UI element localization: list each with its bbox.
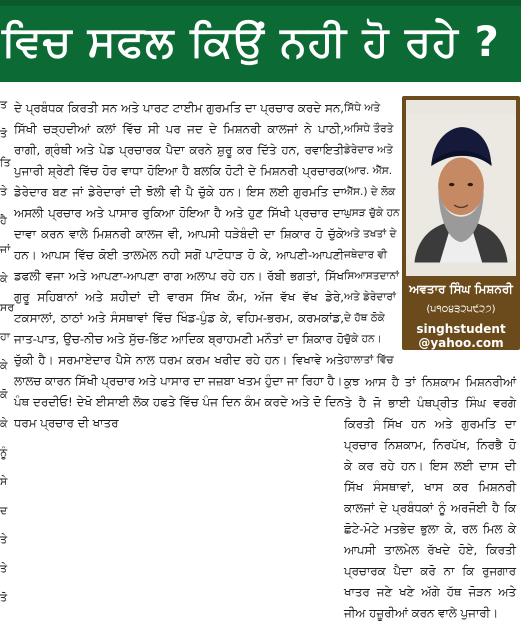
paragraph: ਪੰਥ ਦਰਦੀਓ! ਦੇਖੋ ਈਸਾਈ ਲੋਕ ਹਫਤੇ ਵਿੱਚ ਪੰਜ ਦਿਨ ਕੰਮ ਕਰਦੇ ਅਤੇ ਦੋ ਦਿਨ ਧਰਮ ਪ੍ਰਚਾਰ ਦੀ ਖਾਤਰ	[14, 395, 344, 430]
author-name: ਅਵਤਾਰ ਸਿੰਘ ਮਿਸ਼ਨਰੀ	[409, 282, 513, 296]
headline-banner	[0, 0, 521, 82]
paragraph: ਕੁਝ ਆਸ ਹੈ ਤਾਂ ਨਿਸ਼ਕਾਮ ਮਿਸ਼ਨਰੀਆਂ ਤੇ ਹੈ ਜੋ ਭਾਈ ਪੰਥਪ੍ਰੀਤ ਸਿੰਘ ਵਰਗੇ ਕਿਰਤੀ ਸਿੱਖ ਹਨ ਅਤੇ ਗੁਰਮਤਿ ਦਾ ਪ੍ਰਚਾਰ ਨਿਸ਼ਕਾਮ, ਨਿਰਪੱਖ, ਨਿਰਭੈ ਹੋ ਕੇ ਕਰ ਰਹੇ ਹਨ। ਇਸ ਲਈ ਦਾਸ ਦੀ ਸਿੱਖ ਸੰਸਥਾਵਾਂ, ਖਾਸ ਕਰ ਮਿਸ਼ਨਰੀ ਕਾਲਜਾਂ ਦੇ ਪ੍ਰਬੰਧਕਾਂ ਨੂੰ ਅਰਜੋਈ ਹੈ ਕਿ ਛੋਟੇ-ਮੋਟੇ ਮਤਭੇਦ ਭੁਲਾ ਕੇ, ਰਲ ਮਿਲ ਕੇ ਆਪਸੀ ਤਾਲਮੇਲ ਰੱਖਦੇ ਹੋਏ, ਕਿਰਤੀ ਪ੍ਰਚਾਰਕ ਪੈਦਾ ਕਰੋ ਨਾ ਕਿ ਰੁਜਗਾਰ ਖਾਤਰ ਜਣੇ ਖਣੇ ਅੱਗੇ ਹੱਥ ਜੋੜਨ ਅਤੇ ਜੀਅ ਹਜ਼ੂਰੀਆਂ ਕਰਨ ਵਾਲੇ ਪੁਜਾਰੀ।	[344, 375, 516, 620]
side-line: ਅਤੇ ਤਖਤਾਂ ਦੇ	[344, 228, 397, 240]
edge-fragment: ਹੈ	[0, 214, 7, 227]
side-line: ਦੇ ਹੱਥ ਠੋਕੇ	[344, 312, 385, 324]
edge-fragment: ਤੇ	[0, 185, 8, 198]
banner-edge	[0, 0, 521, 6]
side-line: ਐੱਸ.) ਦੇ ਲੋਕ	[344, 186, 396, 198]
edge-fragment: ਸਰ	[0, 301, 15, 314]
paragraph: ਦੇ ਪ੍ਰਬੰਧਕ ਕਿਰਤੀ ਸਨ ਅਤੇ ਪਾਰਟ ਟਾਈਮ ਗੁਰਮਤਿ ਦਾ ਪ੍ਰਚਾਰ ਕਰਦੇ ਸਨ, ਸਿੱਖੀ ਚੜ੍ਹਦੀਆਂ ਕਲਾਂ ਵਿੱਚ ਸੀ ਪਰ ਜਦ ਦੇ ਮਿਸ਼ਨਰੀ ਕਾਲਜਾਂ ਨੇ ਪਾਠੀ, ਰਾਗੀ, ਗ੍ਰੰਥੀ ਅਤੇ ਪੇਡ ਪ੍ਰਚਾਰਕ ਪੈਦਾ ਕਰਨੇ ਸ਼ੁਰੂ ਕਰ ਦਿੱਤੇ ਹਨ, ਰਵਾਇਤੀ ਪੁਜਾਰੀ ਸ਼੍ਰੇਣੀ ਵਿੱਚ ਹੋਰ ਵਾਧਾ ਹੋਇਆ ਹੈ ਬਲਕਿ ਹੋਟੀ ਦੇ ਮਿਸ਼ਨਰੀ ਪ੍ਰਚਾਰਕ ਡੇਰੇਦਾਰ ਬਣ ਜਾਂ ਡੇਰੇਦਾਰਾਂ ਦੀ ਝੋਲੀ ਵੀ ਪੈ ਚੁੱਕੇ ਹਨ। ਇਸ ਲਈ ਗੁਰਮਤਿ ਦਾ ਅਸਲੀ ਪ੍ਰਚਾਰ ਅਤੇ ਪਾਸਾਰ ਰੁਕਿਆ ਹੋਇਆ ਹੈ ਅਤੇ ਹੁਣ ਸਿੱਖੀ ਪ੍ਰਚਾਰ ਦਾ ਦਾਵਾ ਕਰਨ ਵਾਲੇ ਮਿਸ਼ਨਰੀ ਕਾਲਜ ਵੀ, ਆਪਸੀ ਧੜੇਬੰਦੀ ਦਾ ਸ਼ਿਕਾਰ ਹੋ ਚੁੱਕੇ ਹਨ। ਆਪਸ ਵਿੱਚ ਕੋਈ ਤਾਲਮੇਲ ਨਹੀ ਸਗੋਂ ਪਾਟੋਧਾੜ ਹੋ ਕੇ, ਆਪਣੀ-ਆਪਣੀ ਡਫਲੀ ਵਜਾ ਅਤੇ ਆਪਣਾ-ਆਪਣਾ ਰਾਗ ਅਲਾਪ ਰਹੇ ਹਨ। ਰੱਬੀ ਭਗਤਾਂ, ਸਿੱਖ ਗੁਰੂ ਸਹਿਬਾਨਾਂ ਅਤੇ ਸ਼ਹੀਦਾਂ ਦੀ ਵਾਰਸ ਸਿੱਖ ਕੌਮ, ਅੱਜ ਵੱਖ ਵੱਖ ਡੇਰੇ, ਟਕਸਾਲਾਂ, ਠਾਠਾਂ ਅਤੇ ਸੰਸਥਾਵਾਂ ਵਿੱਚ ਖਿੰਡ-ਪੁੰਡ ਕੇ, ਵਹਿਮ-ਭਰਮ, ਕਰਮਕਾਂਡ, ਜਾਤ-ਪਾਤ, ਉਚ-ਨੀਚ ਅਤੇ ਸੁੱਚ-ਭਿੱਟ ਆਦਿਕ ਬ੍ਰਾਹਮਣੀ ਮਨੌਤਾਂ ਦਾ ਸ਼ਿਕਾਰ ਹੋ ਚੁੱਕੀ ਹੈ। ਸਰਮਾਏਦਾਰ ਪੈਸੇ ਨਾਲ ਧਰਮ ਕਰਮ ਖਰੀਦ ਰਹੇ ਹਨ। ਵਿਖਾਵੇ ਅਤੇ ਲਾਲਚ ਕਾਰਨ ਸਿੱਖੀ ਪ੍ਰਚਾਰ ਅਤੇ ਪਾਸਾਰ ਦਾ ਜਜ਼ਬਾ ਖਤਮ ਹੁੰਦਾ ਜਾ ਰਿਹਾ ਹੈ।	[14, 101, 344, 388]
edge-fragment: ਕੇ	[0, 417, 8, 430]
edge-fragment: ਕੋ	[0, 388, 8, 401]
side-line: ਘੁਸੜ ਚੁੱਕੇ ਹਨ	[344, 207, 400, 219]
side-line: ਹਾਲਾਤਾਂ ਵਿੱਚ	[344, 354, 394, 366]
side-line: ਚੁੱਕੇ ਹਨ।	[344, 333, 382, 345]
edge-fragment: ਤ	[0, 98, 8, 111]
side-line: ਅਤੇ ਡੇਰੇਦਾਰਾਂ	[344, 291, 396, 303]
email-line-1: singhstudent	[416, 322, 506, 336]
side-line: ਜਥੇਦਾਰ ਵੀ	[344, 249, 388, 261]
lower-article-column	[344, 372, 516, 624]
edge-fragment: ਕੇ	[0, 272, 8, 285]
author-photo	[406, 100, 516, 276]
edge-fragment: ਤੋ	[0, 591, 8, 604]
author-email	[402, 322, 520, 350]
side-line: ਡੇਰੇਦਾਰ ਅਤੇ	[344, 144, 393, 156]
edge-fragment: ਤਿ	[0, 156, 11, 169]
author-card	[402, 96, 520, 350]
edge-fragment: ਜਾਂ	[0, 243, 11, 256]
headline: ਵਿਚ ਸਫਲ ਕਿਉਂ ਨਹੀ ਹੋ ਰਹੇ ?	[2, 17, 500, 66]
side-line: (ਆਰ. ਐੱਸ.	[344, 165, 393, 177]
edge-fragment: ਨੂੰ	[0, 446, 8, 459]
author-phone: (੫੧੦੪੩੨੫੯੨੭)	[426, 304, 496, 315]
edge-fragment: ਤੋ	[0, 127, 8, 140]
edge-fragment: ਕੇ	[0, 359, 8, 372]
email-line-2: @yahoo.com	[418, 336, 504, 350]
side-column-lines	[344, 98, 400, 371]
main-article-column	[14, 98, 344, 434]
edge-fragment: ਤੇ	[0, 562, 8, 575]
edge-fragment: ਦ	[0, 504, 8, 517]
side-line: ਅਸਿਧੇ ਤੌਰਤੇ	[344, 123, 394, 135]
side-line: ਸਿਆਸਤਦਾਨਾਂ	[344, 270, 399, 282]
edge-fragment: ਤੇ	[0, 533, 8, 546]
author-portrait	[406, 100, 516, 276]
side-line: ਸਿੱਧੇ ਅਤੇ	[344, 102, 381, 114]
edge-fragment: ਸੇ	[0, 475, 8, 488]
edge-fragment: ਹਾ	[0, 330, 10, 343]
